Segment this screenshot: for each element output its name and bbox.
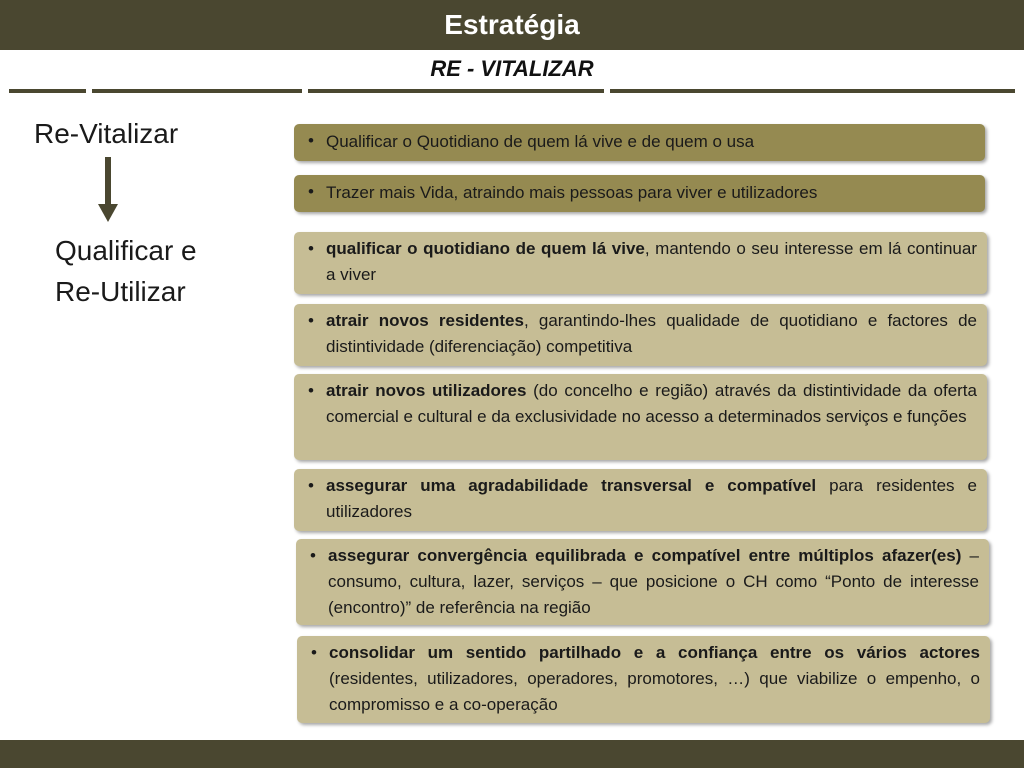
bullet-icon: • bbox=[308, 476, 314, 495]
action-text: (residentes, utilizadores, operadores, promotores, …) que viabilize o empenho, o compromisso e a co-operação bbox=[329, 669, 980, 714]
action-box-4 bbox=[294, 469, 987, 531]
action-box-1 bbox=[294, 232, 987, 294]
down-arrow-icon bbox=[105, 157, 111, 207]
action-box-5 bbox=[296, 539, 989, 625]
action-bold-text: assegurar uma agradabilidade transversal e compatível bbox=[326, 476, 817, 495]
action-text: , mantendo o seu interesse em lá continuar a viver bbox=[326, 239, 977, 284]
qualificar-label-line1: Qualificar e bbox=[55, 235, 197, 266]
action-bold-text: atrair novos utilizadores bbox=[326, 381, 527, 400]
divider-segment-1 bbox=[9, 89, 86, 93]
bullet-icon: • bbox=[308, 131, 314, 150]
objective-box-2 bbox=[294, 175, 985, 212]
action-text: para residentes e utilizadores bbox=[326, 476, 977, 521]
revitalizar-label: Re-Vitalizar bbox=[34, 118, 179, 149]
divider-segment-4 bbox=[610, 89, 1015, 93]
header-bar bbox=[0, 0, 1024, 50]
action-text: , garantindo-lhes qualidade de quotidiano e factores de distintividade (diferenciação) competitiva bbox=[326, 311, 977, 356]
bullet-icon: • bbox=[308, 311, 314, 330]
action-bold-text: qualificar o quotidiano de quem lá vive bbox=[326, 239, 645, 258]
action-box-3 bbox=[294, 374, 987, 460]
qualificar-reutilizar-label bbox=[55, 230, 197, 312]
bullet-icon: • bbox=[308, 239, 314, 258]
action-text: (do concelho e região) através da distintividade da oferta comercial e cultural e da exclusividade no acesso a determinados serviços e funções bbox=[326, 381, 977, 426]
qualificar-label-line2: Re-Utilizar bbox=[55, 276, 186, 307]
bullet-icon: • bbox=[310, 546, 316, 565]
objective-text: Qualificar o Quotidiano de quem lá vive e de quem o usa bbox=[326, 132, 755, 151]
footer-bar bbox=[0, 740, 1024, 768]
objective-text: Trazer mais Vida, atraindo mais pessoas para viver e utilizadores bbox=[326, 183, 818, 202]
bullet-icon: • bbox=[308, 182, 314, 201]
action-bold-text: atrair novos residentes bbox=[326, 311, 524, 330]
objective-box-1 bbox=[294, 124, 985, 161]
divider-segment-2 bbox=[92, 89, 302, 93]
action-bold-text: assegurar convergência equilibrada e compatível entre múltiplos afazer(es) bbox=[328, 546, 962, 565]
slide-title: Estratégia bbox=[444, 9, 580, 40]
arrow-head-icon bbox=[98, 204, 118, 222]
divider-segment-3 bbox=[308, 89, 604, 93]
action-box-6 bbox=[297, 636, 990, 723]
action-box-2 bbox=[294, 304, 987, 366]
bullet-icon: • bbox=[308, 381, 314, 400]
bullet-icon: • bbox=[311, 643, 317, 662]
action-text: – consumo, cultura, lazer, serviços – que posicione o CH como “Ponto de interesse (encontro)” de referência na região bbox=[328, 546, 979, 617]
slide-subtitle: RE - VITALIZAR bbox=[430, 56, 594, 81]
action-bold-text: consolidar um sentido partilhado e a confiança entre os vários actores bbox=[329, 643, 980, 662]
